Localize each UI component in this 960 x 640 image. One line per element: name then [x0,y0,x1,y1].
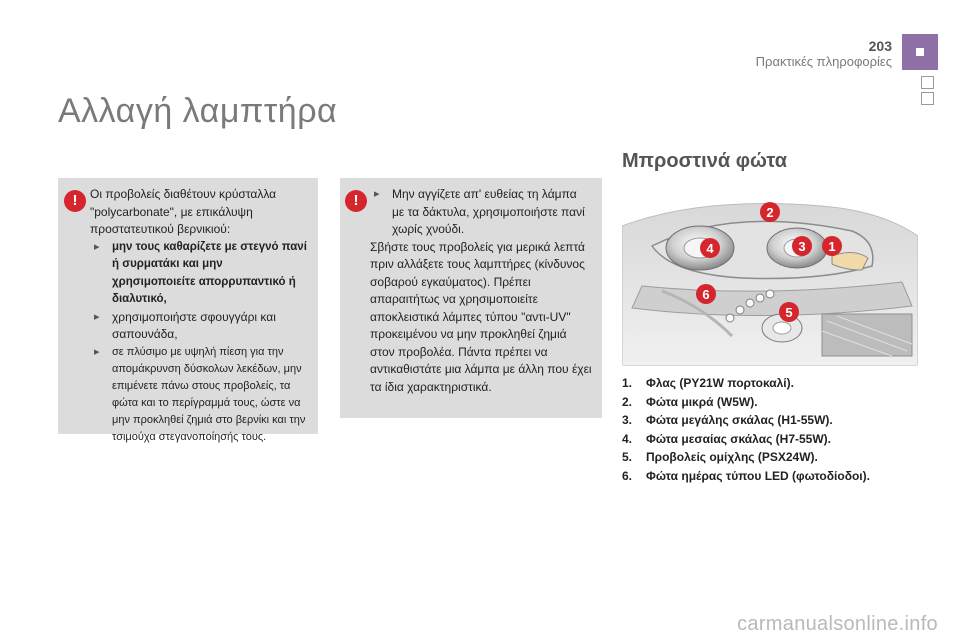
legend-number: 4. [622,431,633,446]
legend-item [622,467,870,486]
warning-box-cleaning [58,178,318,443]
warning-bullet: ▸ σε πλύσιμο με υψηλή πίεση για την απομάκρυνση δύσκολων λεκέδων, μην επιμένετε πάνω στους προβολείς, τα φώτα και το περίγραμμά τους, ώστε να μην προκληθεί ζημιά στο βερνίκι και την τσιμούχα στεγανοποίησής τους. [90,344,308,446]
callout-4: 4 [706,241,714,256]
headlight-diagram [622,186,918,366]
legend-item [622,393,870,412]
legend-item [622,374,870,393]
chapter-tab-current[interactable] [902,34,938,70]
page-number: 203 [868,38,892,54]
legend-item [622,411,870,430]
warning-bullet: ▸ χρησιμοποιήστε σφουγγάρι και σαπουνάδα, [90,309,308,344]
legend-number: 2. [622,394,633,409]
watermark: carmanualsonline.info [737,613,938,635]
bulb-legend-list [622,374,870,485]
section-label: Πρακτικές πληροφορίες [755,54,892,69]
chapter-tab[interactable] [921,92,934,105]
section-heading: Μπροστινά φώτα [622,150,788,172]
warning-intro: Οι προβολείς διαθέτουν κρύσταλλα "polycarbonate", με επικάλυψη προστατευτικού βερνικιού: [90,187,277,236]
legend-text: Φώτα μεγάλης σκάλας (H1-55W). [646,413,833,427]
legend-item [622,430,870,449]
legend-text: Φώτα ημέρας τύπου LED (φωτοδίοδοι). [646,468,870,483]
warning-icon: ! [64,190,86,212]
callout-3: 3 [798,239,806,254]
legend-number: 1. [622,376,633,390]
legend-number: 6. [622,468,633,483]
legend-text: Φώτα μεσαίας σκάλας (H7-55W). [646,431,831,446]
page-title: Αλλαγή λαμπτήρα [58,92,338,130]
warning-box-bulbs [340,178,602,418]
legend-number: 3. [622,413,633,427]
warning-bullet: ▸ μην τους καθαρίζετε με στεγνό πανί ή συρματάκι και μην χρησιμοποιείτε απορρυπαντικό ή διαλυτικό, [90,239,308,309]
legend-number: 5. [622,450,633,464]
callout-5: 5 [785,305,793,320]
legend-text: Φώτα μικρά (W5W). [646,394,758,409]
chapter-tab[interactable] [921,76,934,89]
legend-text: Προβολείς ομίχλης (PSX24W). [646,450,818,464]
legend-text: Φλας (PY21W πορτοκαλί). [646,376,794,390]
callout-6: 6 [702,287,710,302]
warning-bullet: ▸ Μην αγγίζετε απ' ευθείας τη λάμπα με τα δάκτυλα, χρησιμοποιήστε πανί χωρίς χνούδι. [370,186,592,239]
warning-icon: ! [345,190,367,212]
warning-paragraph: Σβήστε τους προβολείς για μερικά λεπτά πριν αλλάξετε τους λαμπτήρες (κίνδυνος σοβαρού εγκαύματος). Πρέπει απαραιτήτως να χρησιμοποιείτε αποκλειστικά λάμπες τύπου "αντι-UV" προκειμένου να μην προκληθεί ζημιά στον προβολέα. Πάντα πρέπει να αντικαθιστάτε μια λάμπα με άλλη που έχει τα ίδια χαρακτηριστικά. [370,239,592,394]
square-icon [916,48,924,56]
headlight-illustration [622,186,918,366]
legend-item [622,448,870,467]
callout-1: 1 [828,239,836,254]
callout-2: 2 [766,205,774,220]
